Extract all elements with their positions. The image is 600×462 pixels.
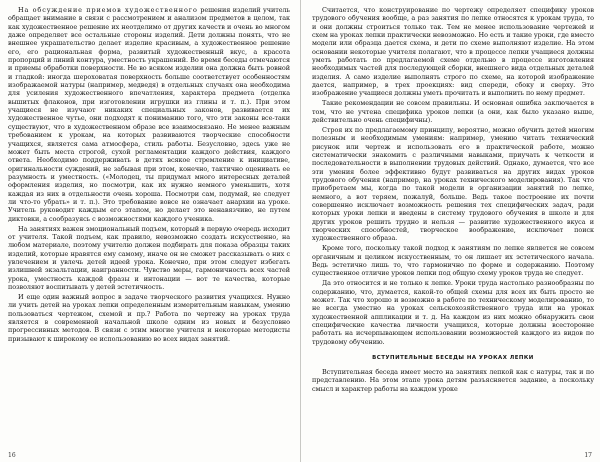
page-gutter: [300, 0, 301, 462]
left-paragraph-1: [8, 6, 290, 223]
left-paragraph-3: И еще один важный вопрос в задаче творческого развития учащихся. Нужно ли учить детей на уроках лепки определенным измерительным навыкам, умению пользоваться чертежом, схемой и пр.? Работа по чертежу на уроках труда является в современной начальной школе одним из новых и безусловно прогрессивных методов. В связи с этим многие учителя и некоторые методисты призывают к широкому ее использованию во всех видах занятий.: [8, 292, 290, 343]
right-page-number: 17: [584, 452, 592, 459]
left-page-number: 16: [8, 452, 16, 459]
left-paragraph-1-lead: На обсуждение приемов художественного: [18, 6, 198, 14]
left-paragraph-1-text: решения изделий учитель обращает внимание в связи с рассмотрением и анализом предметов в целом, так как художественное решение их неотделимо от других качеств и очень во многом даже определяет все остальные стороны изделий. Дети должны понять, что не внешнее украшательство делает изделие красивым, а художественное решение его, его рациональная форма, развитый художественный вкус, а красота пропорций и линий контура, уместность украшений. Во время беседы отмечаются и приемы обработки поверхности. Не во всяком изделии она должна быть ровной и гладкой: иногда шероховатая поверхность больше соответствует особенностям изображаемой натуры (например, медведя) в отдельных случаях она необходима для усиления художественного впечатления, характера предмета (отделка вышитых флаконов, при изготовлении игрушки из глины и т. п.). При этом учащиеся не изучают никаких специальных законов, развивается их художественное чутье, они подходят к пониманию того, что эти законы все-таки существуют, что в художественном образе все взаимосвязано. Не менее важным требованием к урокам, на которых развиваются творческие способности учащихся, является сама атмосфера, стиль работы. Безусловно, здесь уже не может быть места строгой, сухой регламентации каждого действия, каждого ответа. Необходимо поддерживать в детях всякое стремление к инициативе, оригинальности суждений, не забывая при этом, конечно, тактично оценивать ее разумность и уместность. («Молодец, ты придумал много интересных деталей оформления изделия, но посмотри, как их нужно немного уменьшить, хотя каждая из них в отдельности очень хороша. Посмотри сам, подумай, не следует ли что-то убрать» и т. п.). Это требование вовсе не означает анархии на уроке. Учитель руководит каждым его этапом, но делает это ненавязчиво, не путем диктовки, а сообразуясь с возможностями каждого ученика.: [8, 6, 290, 223]
right-paragraph-5: Да это относится и не только к лепке. Уроки труда настолько разнообразны по содержанию, что, думается, какой-то общей схемы для всех их быть просто не может. Так что хорошо и возможно в работе по техническому моделированию, то не всегда уместно на уроках сельскохозяйственного труда или на уроках художественной аппликации и т. д. На каждом из них можно обнаружить свои специфические качества личности учащихся, которые должны всесторонне работать на исчерпывающем использовании возможностей каждого из видов по трудовому обучению.: [312, 279, 594, 346]
right-paragraph-1: Считается, что конструирование по чертежу определяет специфику уроков трудового обучения вообще, а раз занятия по лепке относятся к урокам труда, то и они должны строиться только так. Тем не менее использование чертежей и схем на уроках лепки практически невозможно. Но есть и такие уроки, где вместо модели или образца дается схема, и дети по схеме выполняют изделие. На этом основании некоторые учителя полагают, что в процессе лепки учащиеся должны уметь работать по предлагаемой схеме отдельно в процессе изготовления необходимых частей для последующей сборки, внешнего вида отдельных деталей изделия. А само изделие выполнять строго по схеме, на которой изображение дается, например, в трех проекциях: вид спереди, сбоку и сверху. Это изображение учащиеся должны уметь прочитать и выполнить по нему предмет.: [312, 6, 594, 98]
left-page: [8, 6, 290, 448]
left-paragraph-2: На занятиях важен эмоциональный подъем, который в первую очередь исходит от учителя. Такой подъем, как правило, невозможно создать искусственно, на любом материале, поэтому учителю должен подбирать для показа образцы таких изделий, которые нравятся ему самому, иначе он не сможет рассказывать о них с увлечением и увлечь детей идеей урока. Конечно, при этом следует избегать излишней экзальтации, наигранности. Чувство меры, гармоничность всех частей урока, уместность каждой фразы и интонации — вот те качества, которые позволяют воспитывать у детей эстетичность.: [8, 224, 290, 291]
right-page: [312, 6, 594, 448]
right-paragraph-3: Строя их по предлагаемому принципу, вероятно, можно обучить детей многим полезным и необходимым умениям: например, умению читать технический рисунок или чертеж и использовать его в практической работе, можно систематически знакомить с различными навыками, приучать к четкости и последовательности в выполнении трудовых действий. Однако, думается, что все эти умения более эффективно будут развиваться на других видах уроков трудового обучения (например, на уроках технического моделирования). Так что приобретаем мы, когда по такой модели в организации занятий по лепке, немного, а вот теряем, пожалуй, больше. Ведь такое построение их почти совершенно исключает возможность решения тех специфических задач, ради которых уроки лепки и введены в систему трудового обучения в школе и для других уроков решить трудно и нельзя — развитие художественного вкуса и творческих способностей, творческое воображение, исключает поиск художественного образа.: [312, 126, 594, 243]
right-paragraph-2: Такие рекомендации не совсем правильны. И основная ошибка заключается в том, что не учтена специфика уроков лепки (а они, как было указано выше, действительно очень специфичны).: [312, 99, 594, 125]
right-paragraph-4: Кроме того, поскольку такой подход к занятиям по лепке является не совсем органичным и целиком искусственным, то он лишает их эстетического начала. Ведь эстетично лишь то, что гармонично по форме и содержанию. Поэтому существенное отличие уроков лепки под общую схему уроков труда не следует.: [312, 244, 594, 278]
right-paragraph-6: Вступительная беседа имеет место на занятиях лепкой как с натуры, так и по представлению. На этом этапе урока детям разъясняется задание, а поскольку смысл и характер работы на каждом уроке: [312, 368, 594, 393]
section-heading: ВСТУПИТЕЛЬНЫЕ БЕСЕДЫ НА УРОКАХ ЛЕПКИ: [372, 355, 534, 362]
